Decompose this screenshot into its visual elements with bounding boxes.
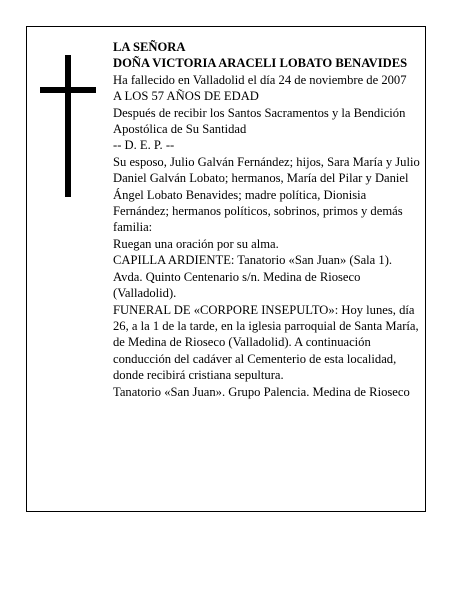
- funeral-info: FUNERAL DE «CORPORE INSEPULTO»: Hoy lunes, día 26, a la 1 de la tarde, en la iglesia parroquial de Santa María, de Medina de Rioseco (Valladolid). A continuación conducción del cadáver al Cementerio de esta localidad, donde recibirá cristiana sepultura.: [113, 302, 419, 383]
- family-list: Su esposo, Julio Galván Fernández; hijos, Sara María y Julio Daniel Galván Lobato; hermanos, María del Pilar y Daniel Ángel Lobato Benavides; madre política, Dionisia Fernández; hermanos políticos, sobrinos, primos y demás familia:: [113, 154, 420, 235]
- notice-title-line1: LA SEÑORA: [113, 40, 186, 54]
- obituary-text: [113, 39, 422, 400]
- cross-icon: [40, 55, 96, 197]
- rip-line: -- D. E. P. --: [113, 138, 175, 153]
- death-info: Ha fallecido en Valladolid el día 24 de noviembre de 2007: [113, 72, 407, 87]
- age-line: A LOS 57 AÑOS DE EDAD: [113, 89, 259, 104]
- cross-horizontal-bar: [40, 87, 96, 93]
- deceased-name: DOÑA VICTORIA ARACELI LOBATO BENAVIDES: [113, 56, 408, 71]
- chapel-info: CAPILLA ARDIENTE: Tanatorio «San Juan» (Sala 1). Avda. Quinto Centenario s/n. Medina de Rioseco (Valladolid).: [113, 253, 393, 301]
- sacraments-line: Después de recibir los Santos Sacramentos y la Bendición Apostólica de Su Santidad: [113, 105, 406, 137]
- cross-vertical-bar: [65, 55, 71, 197]
- funeral-home-footer: Tanatorio «San Juan». Grupo Palencia. Medina de Rioseco: [113, 384, 410, 399]
- prayer-request: Ruegan una oración por su alma.: [113, 236, 279, 251]
